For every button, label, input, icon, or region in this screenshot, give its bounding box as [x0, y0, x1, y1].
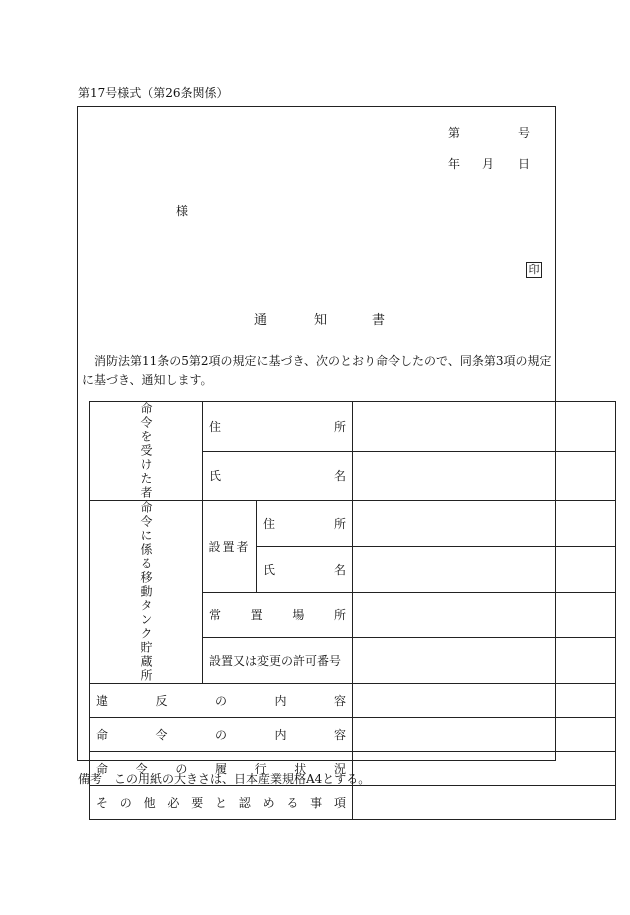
- installer-address-value[interactable]: [353, 501, 616, 547]
- other-label: そ の 他 必 要 と 認 め る 事 項: [96, 796, 346, 810]
- installer-label: 設置者: [203, 501, 257, 593]
- order-status-label: 命 令 の 履 行 状 況: [96, 762, 346, 776]
- permit-number-label: 設置又は変更の許可番号: [203, 638, 353, 684]
- date-day: 日: [518, 157, 531, 171]
- storage-place-value[interactable]: [353, 592, 616, 638]
- address-label: 住 所: [209, 419, 346, 434]
- notice-table: [89, 401, 616, 820]
- recipient-address-value[interactable]: [353, 402, 616, 452]
- title-char-2: 知: [314, 313, 328, 328]
- order-status-value[interactable]: [353, 752, 616, 786]
- seal-mark: 印: [526, 262, 542, 278]
- number-suffix: 号: [518, 126, 531, 140]
- installer-name-value[interactable]: [353, 546, 616, 592]
- permit-number-value[interactable]: [353, 638, 616, 684]
- installer-address-label: 住 所: [263, 516, 346, 531]
- addressee-honorific: 様: [176, 204, 189, 218]
- date-month: 月: [482, 157, 495, 171]
- order-content-label: 命 令 の 内 容: [96, 728, 346, 742]
- installer-name-label: 氏 名: [263, 562, 346, 577]
- recipient-name-value[interactable]: [353, 451, 616, 501]
- violation-value[interactable]: [353, 684, 616, 718]
- title-char-3: 書: [372, 313, 386, 328]
- recipient-group-label: 命令を受けた者: [90, 402, 203, 501]
- form-number: 第17号様式（第26条関係）: [78, 86, 229, 100]
- name-label: 氏 名: [209, 469, 346, 484]
- date-year: 年: [448, 157, 461, 171]
- title-char-1: 通: [254, 313, 268, 328]
- remarks-note: 備考 この用紙の大きさは、日本産業規格A4とする。: [78, 772, 371, 786]
- storage-place-label: 常 置 場 所: [209, 608, 346, 623]
- intro-text: 消防法第11条の5第2項の規定に基づき、次のとおり命令したので、同条第3項の規定に基づき、通知します。: [82, 354, 552, 387]
- order-content-value[interactable]: [353, 718, 616, 752]
- tank-group-label: 命令に係る移動タンク貯蔵所: [90, 501, 203, 684]
- other-value[interactable]: [353, 786, 616, 820]
- violation-label: 違 反 の 内 容: [96, 694, 346, 708]
- number-prefix: 第: [448, 126, 461, 140]
